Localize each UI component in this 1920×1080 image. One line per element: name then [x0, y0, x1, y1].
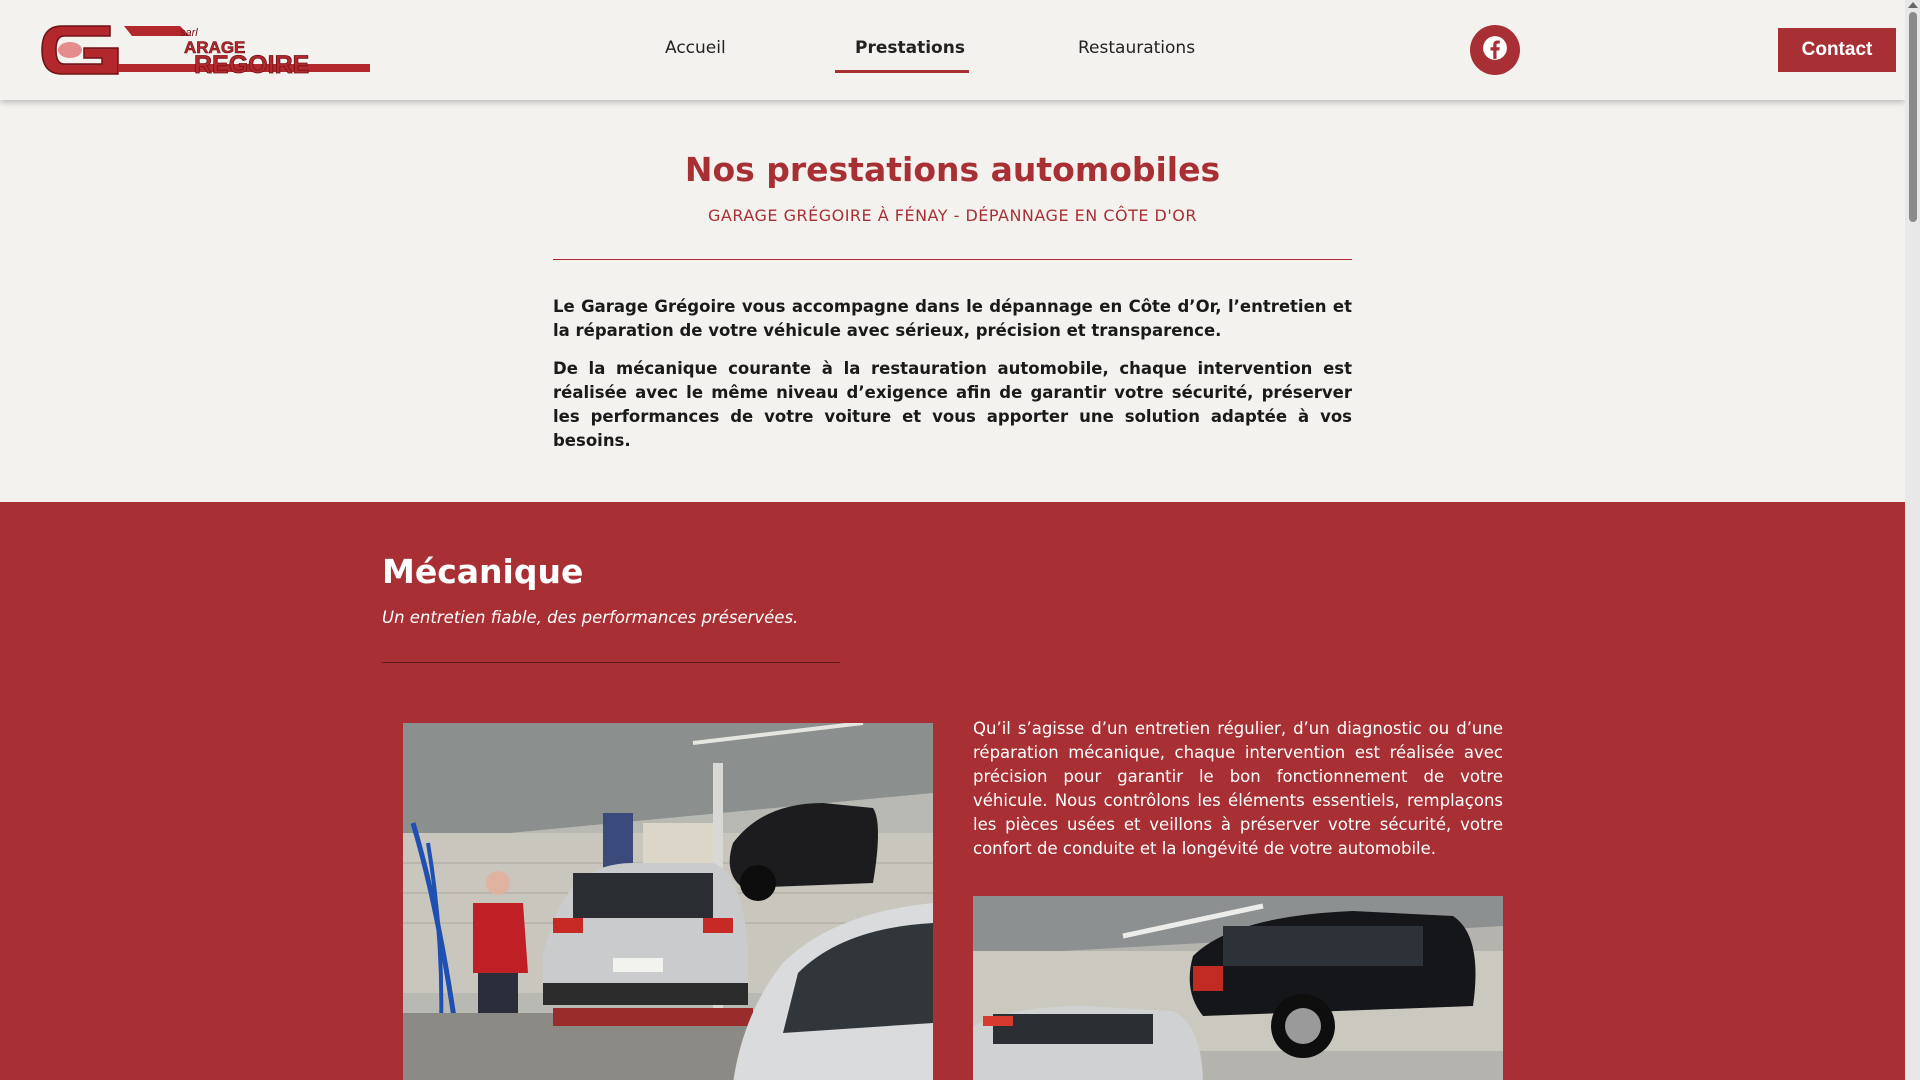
nav-prestations[interactable]: Prestations	[855, 38, 965, 58]
logo-sarl-text: sarl	[180, 27, 198, 39]
garage-gregoire-logo[interactable]	[40, 20, 376, 80]
intro-paragraph: De la mécanique courante à la restauration automobile, chaque intervention est réalisée avec le même niveau d’exigence afin de garantir votre sécurité, préserver les performances de votre voiture et vous apporter une solution adaptée à vos besoins.	[553, 359, 1352, 450]
active-nav-underline	[835, 70, 969, 73]
site-header	[0, 0, 1905, 100]
contact-button[interactable]: Contact	[1778, 28, 1896, 72]
intro-paragraph: Le Garage Grégoire vous accompagne dans le dépannage en Côte d’Or, l’entretien et la réparation de votre véhicule avec sérieux, précision et transparence.	[553, 297, 1352, 340]
scrollbar-thumb[interactable]	[1909, 12, 1917, 222]
nav-restaurations[interactable]: Restaurations	[1078, 38, 1196, 58]
intro-divider	[553, 259, 1352, 260]
logo-line2-text: REGOIRE	[194, 51, 310, 79]
workshop-photo	[973, 896, 1503, 1080]
page-title: Nos prestations automobiles	[684, 150, 1221, 189]
mecanique-section	[0, 502, 1905, 1080]
page-subtitle: GARAGE GRÉGOIRE À FÉNAY - DÉPANNAGE EN CÔTE D'OR	[708, 206, 1197, 225]
facebook-button[interactable]	[1470, 25, 1520, 75]
logo-line1-text: ARAGE	[184, 38, 246, 57]
section-divider	[382, 662, 840, 663]
nav-accueil[interactable]: Accueil	[665, 38, 726, 58]
section-title: Mécanique	[382, 552, 584, 591]
scroll-up-arrow-icon[interactable]	[1908, 2, 1918, 8]
section-text: Qu’il s’agisse d’un entretien régulier, d’un diagnostic ou d’une réparation mécanique, chaque intervention est réalisée avec précision pour garantir le bon fonctionnement de votre véhicule. Nous contrôlons les éléments essentiels, remplaçons les pièces usées et veillons à préserver votre sécurité, votre confort de conduite et la longévité de votre automobile.	[973, 719, 1503, 858]
section-tagline: Un entretien fiable, des performances préservées.	[382, 608, 799, 627]
workshop-photo	[403, 723, 933, 1080]
page-scrollbar[interactable]	[1905, 0, 1920, 1080]
facebook-icon	[1482, 35, 1508, 65]
